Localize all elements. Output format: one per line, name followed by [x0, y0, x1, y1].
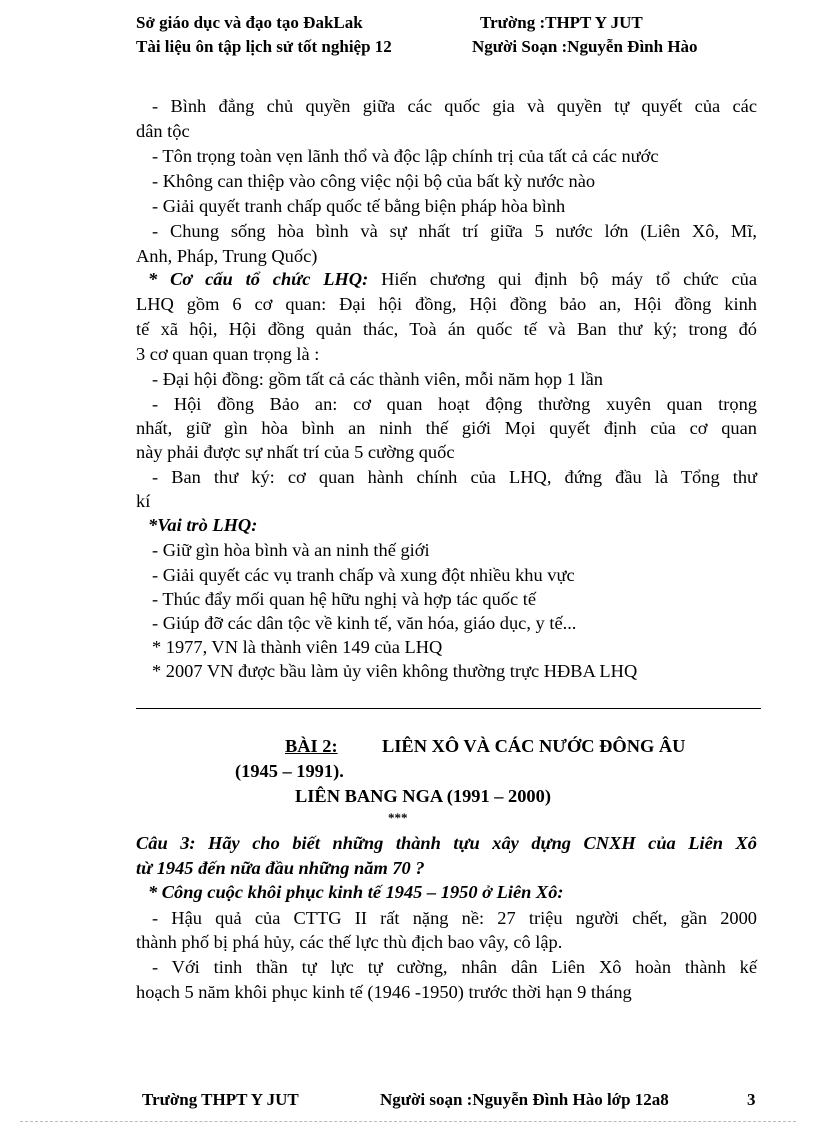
principle-line: - Bình đẳng chủ quyền giữa các quốc gia và quyền tự quyết của các	[152, 96, 757, 116]
footer-divider	[20, 1121, 796, 1122]
structure-intro-line: LHQ gồm 6 cơ quan: Đại hội đồng, Hội đồng bảo an, Hội đồng kinh	[136, 294, 757, 314]
page-number: 3	[747, 1090, 756, 1109]
lesson-title: LIÊN XÔ VÀ CÁC NƯỚC ĐÔNG ÂU	[382, 736, 686, 756]
question-body-line: thành phố bị phá hủy, các thế lực thù địch bao vây, cô lập.	[136, 932, 563, 952]
role-item: - Giải quyết các vụ tranh chấp và xung đột nhiều khu vực	[152, 565, 575, 585]
lesson-stars: ***	[388, 810, 408, 825]
question-body-line: - Hậu quả của CTTG II rất nặng nề: 27 triệu người chết, gần 2000	[152, 908, 757, 928]
principle-line: - Chung sống hòa bình và sự nhất trí giữa 5 nước lớn (Liên Xô, Mĩ,	[152, 221, 757, 241]
lesson-label: BÀI 2:	[285, 736, 338, 756]
header-author: Người Soạn :Nguyễn Đình Hào	[472, 37, 698, 56]
question-body-line: - Với tinh thần tự lực tự cường, nhân dân Liên Xô hoàn thành kế	[152, 957, 757, 977]
principle-line: - Không can thiệp vào công việc nội bộ của bất kỳ nước nào	[152, 171, 596, 191]
header-doc-title: Tài liệu ôn tập lịch sử tốt nghiệp 12	[136, 37, 392, 56]
organ-line: nhất, giữ gìn hòa bình an ninh thế giới Mọi quyết định của cơ quan	[136, 418, 757, 438]
question-line: Câu 3: Hãy cho biết những thành tựu xây dựng CNXH của Liên Xô	[136, 833, 757, 853]
lesson-years: (1945 – 1991).	[235, 761, 344, 781]
lesson-subtitle: LIÊN BANG NGA (1991 – 2000)	[295, 786, 551, 806]
structure-heading: * Cơ cấu tổ chức LHQ:	[148, 269, 369, 289]
organ-line: kí	[136, 491, 151, 511]
role-item: - Giữ gìn hòa bình và an ninh thế giới	[152, 540, 430, 560]
question-line: từ 1945 đến nữa đầu những năm 70 ?	[136, 858, 425, 878]
role-item: - Giúp đỡ các dân tộc về kinh tế, văn hóa, giáo dục, y tế...	[152, 613, 577, 633]
role-heading: *Vai trò LHQ:	[148, 515, 258, 535]
role-item: * 2007 VN được bầu làm ủy viên không thường trực HĐBA LHQ	[152, 661, 638, 681]
header-org: Sở giáo dục và đạo tạo ĐakLak	[136, 13, 363, 32]
organ-line: này phải được sự nhất trí của 5 cường quốc	[136, 442, 455, 462]
structure-intro-line: tế xã hội, Hội đồng quản thác, Toà án quốc tế và Ban thư ký; trong đó	[136, 319, 757, 339]
organ-line: - Đại hội đồng: gồm tất cả các thành viên, mỗi năm họp 1 lần	[152, 369, 603, 389]
footer-author: Người soạn :Nguyễn Đình Hào lớp 12a8	[380, 1090, 669, 1109]
principle-line: - Tôn trọng toàn vẹn lãnh thổ và độc lập chính trị của tất cả các nước	[152, 146, 659, 166]
principle-line: dân tộc	[136, 121, 190, 141]
section-divider	[136, 708, 761, 709]
principle-line: - Giải quyết tranh chấp quốc tế bằng biện pháp hòa bình	[152, 196, 566, 216]
question-body-line: hoạch 5 năm khôi phục kinh tế (1946 -1950) trước thời hạn 9 tháng	[136, 982, 632, 1002]
organ-line: - Hội đồng Bảo an: cơ quan hoạt động thường xuyên quan trọng	[152, 394, 757, 414]
footer-school: Trường THPT Y JUT	[142, 1090, 299, 1109]
role-item: * 1977, VN là thành viên 149 của LHQ	[152, 637, 443, 657]
structure-intro-line: 3 cơ quan quan trọng là :	[136, 344, 320, 364]
role-item: - Thúc đẩy mối quan hệ hữu nghị và hợp tác quốc tế	[152, 589, 537, 609]
organ-line: - Ban thư ký: cơ quan hành chính của LHQ, đứng đầu là Tổng thư	[152, 467, 757, 487]
header-school: Trường :THPT Y JUT	[480, 13, 643, 32]
structure-intro-text: Hiến chương qui định bộ máy tổ chức của	[381, 269, 757, 289]
question-section-heading: * Công cuộc khôi phục kinh tế 1945 – 1950 ở Liên Xô:	[148, 882, 564, 902]
structure-intro-line	[136, 269, 757, 290]
principle-line: Anh, Pháp, Trung Quốc)	[136, 246, 318, 266]
